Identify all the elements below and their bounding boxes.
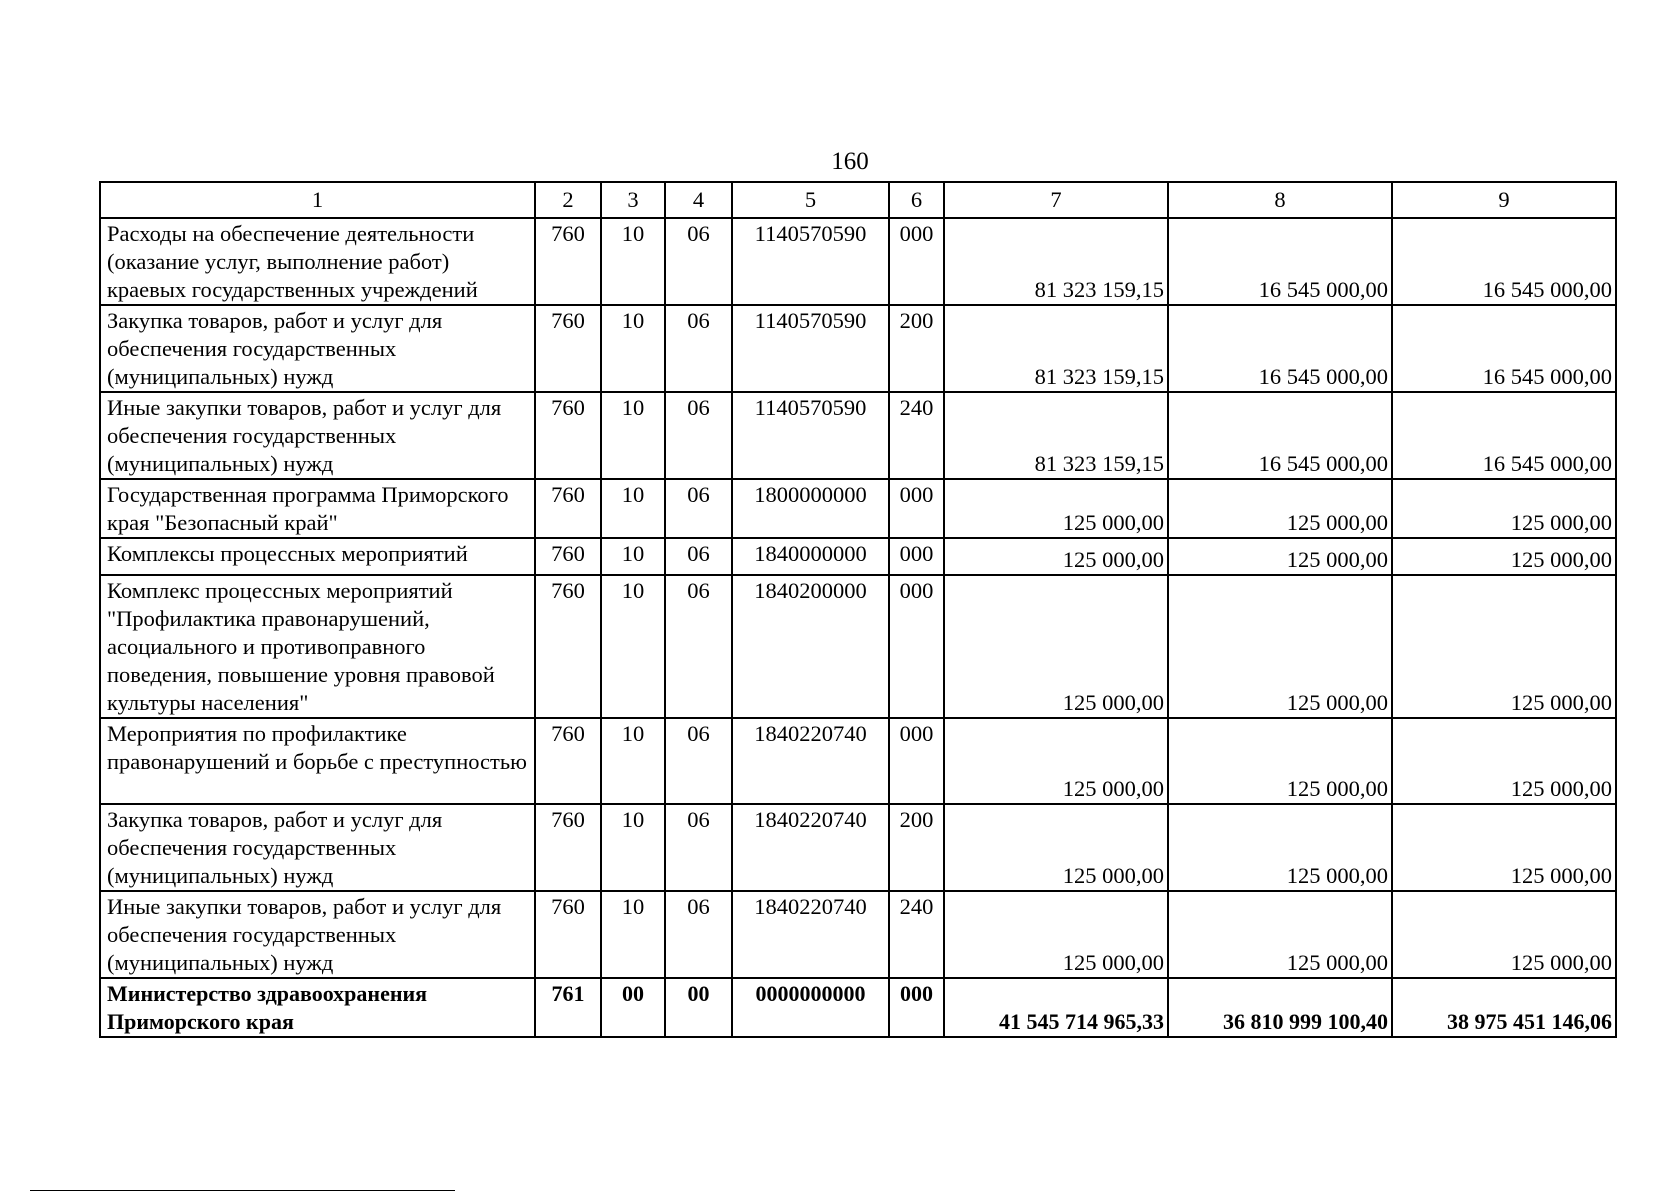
amount-col8-cell: 36 810 999 100,40 (1168, 978, 1392, 1037)
target-article-cell: 1840220740 (732, 804, 889, 891)
item-name-cell: Министерство здравоохранения Приморского края (100, 978, 535, 1037)
amount-col8-cell: 125 000,00 (1168, 804, 1392, 891)
amount-col9-cell: 125 000,00 (1392, 891, 1616, 978)
expense-type-cell: 000 (889, 218, 944, 305)
header-row (100, 182, 1616, 218)
section-code-cell: 10 (601, 891, 665, 978)
header-cell: 5 (732, 182, 889, 218)
subsection-code-cell: 06 (665, 538, 732, 575)
header-cell: 2 (535, 182, 601, 218)
footnote-separator (30, 1190, 455, 1191)
item-name-cell: Иные закупки товаров, работ и услуг для обеспечения государственных (муниципальных) нужд (100, 891, 535, 978)
section-code-cell: 10 (601, 538, 665, 575)
amount-col7-cell: 125 000,00 (944, 538, 1168, 575)
amount-col7-cell: 81 323 159,15 (944, 392, 1168, 479)
target-article-cell: 1140570590 (732, 392, 889, 479)
page-number: 160 (831, 148, 869, 175)
header-cell: 7 (944, 182, 1168, 218)
section-code-cell: 10 (601, 718, 665, 804)
item-name-cell: Закупка товаров, работ и услуг для обеспечения государственных (муниципальных) нужд (100, 804, 535, 891)
table-row (100, 305, 1616, 392)
subsection-code-cell: 06 (665, 718, 732, 804)
amount-col7-cell: 125 000,00 (944, 575, 1168, 718)
expense-type-cell: 000 (889, 718, 944, 804)
amount-col8-cell: 16 545 000,00 (1168, 392, 1392, 479)
expense-type-cell: 000 (889, 538, 944, 575)
amount-col9-cell: 125 000,00 (1392, 804, 1616, 891)
section-code-cell: 10 (601, 218, 665, 305)
table-row (100, 218, 1616, 305)
amount-col9-cell: 16 545 000,00 (1392, 218, 1616, 305)
amount-col9-cell: 16 545 000,00 (1392, 305, 1616, 392)
target-article-cell: 0000000000 (732, 978, 889, 1037)
admin-code-cell: 760 (535, 218, 601, 305)
amount-col8-cell: 125 000,00 (1168, 718, 1392, 804)
item-name-cell: Государственная программа Приморского края "Безопасный край" (100, 479, 535, 538)
table-row (100, 891, 1616, 978)
subsection-code-cell: 06 (665, 218, 732, 305)
section-code-cell: 00 (601, 978, 665, 1037)
amount-col9-cell: 125 000,00 (1392, 538, 1616, 575)
table-row (100, 392, 1616, 479)
subsection-code-cell: 06 (665, 804, 732, 891)
item-name-cell: Комплекс процессных мероприятий "Профилактика правонарушений, асоциального и противоправного поведения, повышение уровня правовой культуры населения" (100, 575, 535, 718)
amount-col7-cell: 125 000,00 (944, 718, 1168, 804)
admin-code-cell: 760 (535, 718, 601, 804)
budget-table (99, 181, 1617, 1038)
target-article-cell: 1840000000 (732, 538, 889, 575)
amount-col9-cell: 16 545 000,00 (1392, 392, 1616, 479)
admin-code-cell: 761 (535, 978, 601, 1037)
section-code-cell: 10 (601, 392, 665, 479)
amount-col8-cell: 125 000,00 (1168, 575, 1392, 718)
admin-code-cell: 760 (535, 305, 601, 392)
section-code-cell: 10 (601, 305, 665, 392)
table-row-total (100, 978, 1616, 1037)
target-article-cell: 1140570590 (732, 305, 889, 392)
subsection-code-cell: 06 (665, 392, 732, 479)
admin-code-cell: 760 (535, 392, 601, 479)
expense-type-cell: 000 (889, 978, 944, 1037)
expense-type-cell: 200 (889, 804, 944, 891)
admin-code-cell: 760 (535, 538, 601, 575)
item-name-cell: Мероприятия по профилактике правонарушений и борьбе с преступностью (100, 718, 535, 804)
amount-col7-cell: 125 000,00 (944, 804, 1168, 891)
section-code-cell: 10 (601, 479, 665, 538)
amount-col8-cell: 125 000,00 (1168, 891, 1392, 978)
amount-col9-cell: 38 975 451 146,06 (1392, 978, 1616, 1037)
table-row (100, 575, 1616, 718)
table-row (100, 479, 1616, 538)
subsection-code-cell: 06 (665, 575, 732, 718)
expense-type-cell: 200 (889, 305, 944, 392)
header-cell: 8 (1168, 182, 1392, 218)
header-cell: 9 (1392, 182, 1616, 218)
subsection-code-cell: 06 (665, 891, 732, 978)
expense-type-cell: 240 (889, 891, 944, 978)
header-cell: 1 (100, 182, 535, 218)
item-name-cell: Иные закупки товаров, работ и услуг для обеспечения государственных (муниципальных) нужд (100, 392, 535, 479)
amount-col7-cell: 81 323 159,15 (944, 305, 1168, 392)
target-article-cell: 1800000000 (732, 479, 889, 538)
amount-col8-cell: 125 000,00 (1168, 479, 1392, 538)
table-row (100, 538, 1616, 575)
header-cell: 3 (601, 182, 665, 218)
table-row (100, 804, 1616, 891)
amount-col8-cell: 125 000,00 (1168, 538, 1392, 575)
subsection-code-cell: 00 (665, 978, 732, 1037)
item-name-cell: Комплексы процессных мероприятий (100, 538, 535, 575)
item-name-cell: Закупка товаров, работ и услуг для обеспечения государственных (муниципальных) нужд (100, 305, 535, 392)
amount-col9-cell: 125 000,00 (1392, 575, 1616, 718)
section-code-cell: 10 (601, 575, 665, 718)
target-article-cell: 1840200000 (732, 575, 889, 718)
admin-code-cell: 760 (535, 804, 601, 891)
header-cell: 4 (665, 182, 732, 218)
table-row (100, 718, 1616, 804)
subsection-code-cell: 06 (665, 305, 732, 392)
target-article-cell: 1840220740 (732, 718, 889, 804)
amount-col7-cell: 41 545 714 965,33 (944, 978, 1168, 1037)
amount-col9-cell: 125 000,00 (1392, 479, 1616, 538)
amount-col8-cell: 16 545 000,00 (1168, 218, 1392, 305)
item-name-cell: Расходы на обеспечение деятельности (оказание услуг, выполнение работ) краевых государственных учреждений (100, 218, 535, 305)
expense-type-cell: 240 (889, 392, 944, 479)
amount-col8-cell: 16 545 000,00 (1168, 305, 1392, 392)
admin-code-cell: 760 (535, 479, 601, 538)
target-article-cell: 1140570590 (732, 218, 889, 305)
amount-col9-cell: 125 000,00 (1392, 718, 1616, 804)
amount-col7-cell: 125 000,00 (944, 891, 1168, 978)
target-article-cell: 1840220740 (732, 891, 889, 978)
subsection-code-cell: 06 (665, 479, 732, 538)
expense-type-cell: 000 (889, 479, 944, 538)
amount-col7-cell: 81 323 159,15 (944, 218, 1168, 305)
expense-type-cell: 000 (889, 575, 944, 718)
section-code-cell: 10 (601, 804, 665, 891)
admin-code-cell: 760 (535, 891, 601, 978)
admin-code-cell: 760 (535, 575, 601, 718)
amount-col7-cell: 125 000,00 (944, 479, 1168, 538)
header-cell: 6 (889, 182, 944, 218)
